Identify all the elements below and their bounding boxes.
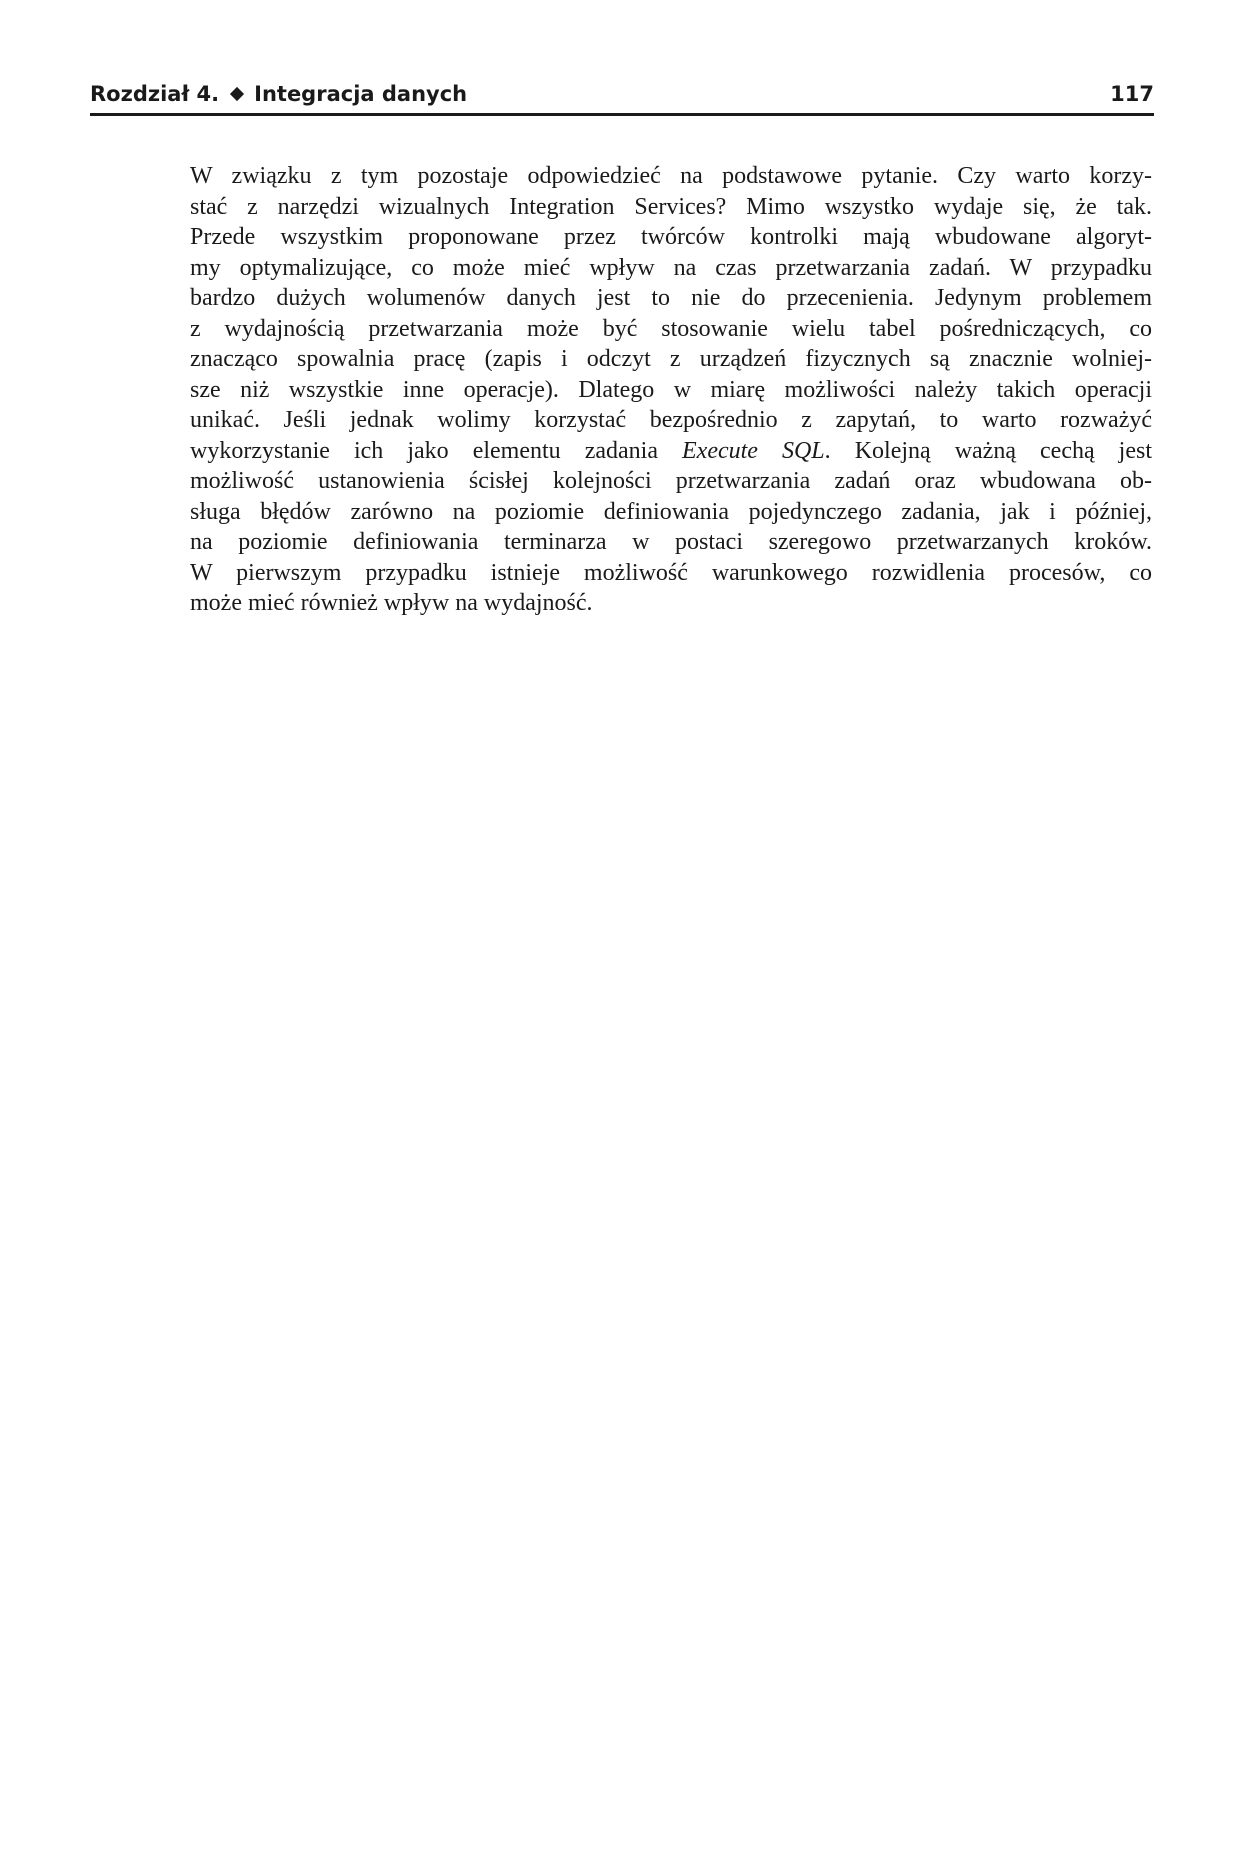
text-line-with-italic xyxy=(190,436,1152,467)
text-line: na poziomie definiowania terminarza w postaci szeregowo przetwarzanych kroków. xyxy=(190,529,1152,555)
text-line: może mieć również wpływ na wydajność. xyxy=(190,590,593,616)
text-line: bardzo dużych wolumenów danych jest to nie do przecenienia. Jedynym problemem xyxy=(190,285,1152,311)
text-line: Przede wszystkim proponowane przez twórców kontrolki mają wbudowane algoryt- xyxy=(190,224,1152,250)
text-segment: . Kolejną ważną cechą jest xyxy=(824,437,1152,464)
body-paragraph xyxy=(190,161,1152,619)
running-header xyxy=(90,76,1154,112)
text-line: W związku z tym pozostaje odpowiedzieć na podstawowe pytanie. Czy warto korzy- xyxy=(190,163,1152,189)
header-left xyxy=(90,82,467,106)
text-line: stać z narzędzi wizualnych Integration Services? Mimo wszystko wydaje się, że tak. xyxy=(190,193,1152,220)
chapter-label: Rozdział 4. xyxy=(90,82,220,106)
text-line: W pierwszym przypadku istnieje możliwość warunkowego rozwidlenia procesów, co xyxy=(190,559,1152,586)
header-rule xyxy=(90,113,1154,116)
text-line: unikać. Jeśli jednak wolimy korzystać bezpośrednio z zapytań, to warto rozważyć xyxy=(190,407,1152,433)
chapter-title: Integracja danych xyxy=(254,82,468,106)
text-line: my optymalizujące, co może mieć wpływ na czas przetwarzania zadań. W przypadku xyxy=(190,254,1152,281)
text-line: sługa błędów zarówno na poziomie definiowania pojedynczego zadania, jak i później, xyxy=(190,498,1152,525)
italic-term: Execute SQL xyxy=(682,437,825,464)
diamond-icon xyxy=(230,87,244,101)
page-number: 117 xyxy=(1110,82,1154,106)
text-line: znacząco spowalnia pracę (zapis i odczyt z urządzeń fizycznych są znacznie wolniej- xyxy=(190,346,1152,372)
text-segment: wykorzystanie ich jako elementu zadania xyxy=(190,437,682,464)
text-line: z wydajnością przetwarzania może być stosowanie wielu tabel pośredniczących, co xyxy=(190,315,1152,342)
text-line: sze niż wszystkie inne operacje). Dlatego w miarę możliwości należy takich operacji xyxy=(190,376,1152,403)
text-line: możliwość ustanowienia ścisłej kolejności przetwarzania zadań oraz wbudowana ob- xyxy=(190,468,1152,494)
